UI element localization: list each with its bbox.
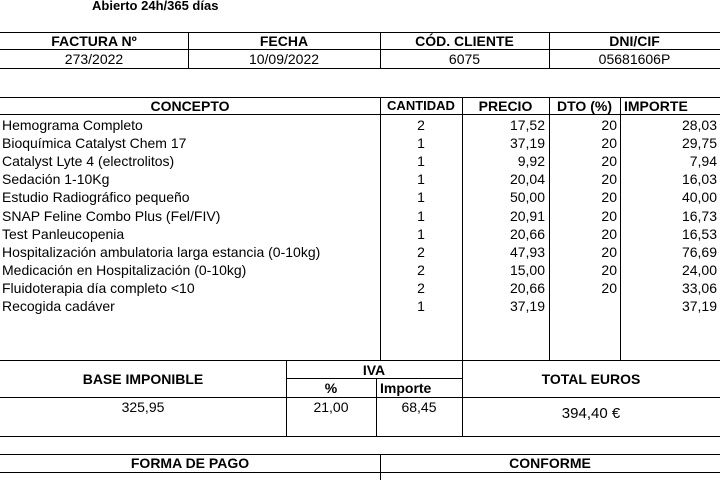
row-dto: 20 (601, 208, 617, 224)
dto-header: DTO (%) (557, 98, 612, 114)
row-precio: 9,92 (517, 153, 545, 169)
cliente-label: CÓD. CLIENTE (415, 33, 514, 49)
row-importe: 24,00 (681, 262, 717, 278)
row-precio: 20,66 (509, 280, 545, 296)
row-precio: 37,19 (509, 135, 545, 151)
row-importe: 7,94 (689, 153, 717, 169)
row-precio: 15,00 (509, 262, 545, 278)
row-importe: 16,73 (681, 208, 717, 224)
row-dto: 20 (601, 189, 617, 205)
row-precio: 17,52 (509, 117, 545, 133)
dni-value: 05681606P (598, 51, 671, 67)
row-importe: 40,00 (681, 189, 717, 205)
importe-header: IMPORTE (624, 98, 688, 114)
forma-pago-label: FORMA DE PAGO (130, 455, 250, 471)
row-concepto: Hemograma Completo (2, 117, 143, 133)
row-concepto: Fluidoterapia día completo <10 (2, 280, 195, 296)
row-cantidad: 2 (417, 280, 425, 296)
fecha-label: FECHA (259, 33, 309, 49)
factura-label: FACTURA Nº (51, 33, 137, 49)
concepto-header: CONCEPTO (150, 98, 230, 114)
row-precio: 47,93 (509, 244, 545, 260)
row-dto (549, 298, 617, 314)
row-cantidad: 2 (417, 117, 425, 133)
row-cantidad: 2 (417, 262, 425, 278)
row-precio: 50,00 (509, 189, 545, 205)
row-concepto: Bioquímica Catalyst Chem 17 (2, 135, 187, 151)
row-dto: 20 (601, 280, 617, 296)
row-concepto: Estudio Radiográfico pequeño (2, 189, 190, 205)
opening-hours-note: Abierto 24h/365 días (92, 0, 219, 13)
row-importe: 28,03 (681, 117, 717, 133)
row-dto: 20 (601, 226, 617, 242)
row-precio: 20,91 (509, 208, 545, 224)
row-dto: 20 (601, 117, 617, 133)
dni-label: DNI/CIF (609, 33, 660, 49)
row-concepto: Hospitalización ambulatoria larga estancia (0-10kg) (2, 244, 321, 260)
row-cantidad: 1 (417, 208, 425, 224)
row-cantidad: 1 (417, 135, 425, 151)
conforme-label: CONFORME (509, 455, 591, 471)
row-dto: 20 (601, 153, 617, 169)
row-cantidad: 1 (417, 226, 425, 242)
row-importe: 37,19 (681, 298, 717, 314)
row-precio: 37,19 (509, 298, 545, 314)
cantidad-header: CANTIDAD (387, 98, 455, 113)
row-concepto: Recogida cadáver (2, 298, 115, 314)
row-concepto: Catalyst Lyte 4 (electrolitos) (2, 153, 175, 169)
row-dto: 20 (601, 171, 617, 187)
row-concepto: SNAP Feline Combo Plus (Fel/FIV) (2, 208, 221, 224)
iva-importe-value: 68,45 (401, 399, 437, 415)
fecha-value: 10/09/2022 (248, 51, 320, 67)
cliente-value: 6075 (448, 51, 481, 67)
row-cantidad: 1 (417, 171, 425, 187)
row-concepto: Medicación en Hospitalización (0-10kg) (2, 262, 247, 278)
row-dto: 20 (601, 244, 617, 260)
row-cantidad: 1 (417, 189, 425, 205)
total-euros-label: TOTAL EUROS (541, 371, 641, 387)
row-cantidad: 2 (417, 244, 425, 260)
row-precio: 20,66 (509, 226, 545, 242)
row-concepto: Sedación 1-10Kg (2, 171, 110, 187)
row-importe: 29,75 (681, 135, 717, 151)
row-cantidad: 1 (417, 153, 425, 169)
factura-value: 273/2022 (64, 51, 124, 67)
precio-header: PRECIO (478, 98, 533, 114)
iva-importe-label: Importe (380, 380, 432, 396)
iva-label: IVA (362, 362, 386, 378)
iva-pct-value: 21,00 (313, 399, 349, 415)
row-dto: 20 (601, 135, 617, 151)
row-concepto: Test Panleucopenia (2, 226, 125, 242)
row-dto: 20 (601, 262, 617, 278)
row-importe: 16,03 (681, 171, 717, 187)
total-euros-value: 394,40 € (561, 405, 621, 422)
row-importe: 33,06 (681, 280, 717, 296)
row-importe: 76,69 (681, 244, 717, 260)
row-cantidad: 1 (417, 298, 425, 314)
base-imponible-label: BASE IMPONIBLE (82, 371, 204, 387)
iva-pct-label: % (324, 380, 338, 396)
base-imponible-value: 325,95 (121, 399, 165, 415)
row-importe: 16,53 (681, 226, 717, 242)
row-precio: 20,04 (509, 171, 545, 187)
